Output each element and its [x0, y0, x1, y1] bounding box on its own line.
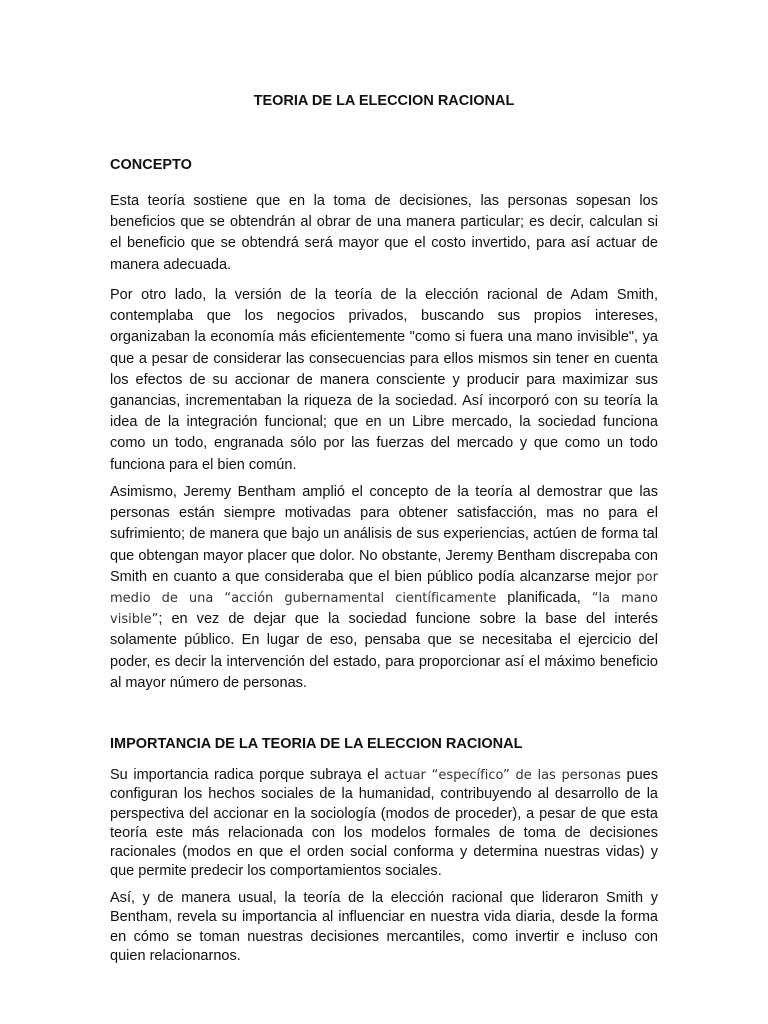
- paragraph-text: Su importancia radica porque subraya el: [110, 767, 385, 783]
- paragraph-importancia-2: Así, y de manera usual, la teoría de la elección racional que lideraron Smith y Bentham, revela su importancia al influenciar en nuestra vida diaria, desde la forma en cómo se toman nuestras decisiones mercantiles, como invertir e incluso con quien relacionarnos.: [110, 890, 658, 964]
- quoted-text: “la mano visible”: [110, 591, 658, 628]
- paragraph-text: Asimismo, Jeremy Bentham amplió el concepto de la teoría al demostrar que las personas están siempre motivadas para obtener satisfacción, mas no para el sufrimiento; de manera que bajo un análisis de sus experiencias, actúen de forma tal que obtengan mayor placer que dolor. No obstante, Jeremy Bentham discrepaba con Smith en cuanto a que consideraba que el bien público podía alcanzarse mejor: [110, 484, 658, 585]
- paragraph-concepto-1: Esta teoría sostiene que en la toma de decisiones, las personas sopesan los beneficios que se obtendrán al obrar de una manera particular; es decir, calculan si el beneficio que se obtendrá será mayor que el costo invertido, para así actuar de manera adecuada.: [110, 193, 658, 273]
- paragraph-text: pues configuran los hechos sociales de la humanidad, contribuyendo al desarrollo de la perspectiva del accionar en la sociología (modos de proceder), a pesar de que esta teoría este más relacionada con los modelos formales de toma de decisiones racionales (modos en que el orden social conforma y determina nuestras vidas) y que permite predecir los comportamientos sociales.: [110, 767, 658, 880]
- document-title: TEORIA DE LA ELECCION RACIONAL: [253, 93, 515, 109]
- paragraph-concepto-3: [110, 482, 658, 694]
- section-heading-concepto: CONCEPTO: [110, 157, 192, 173]
- section-heading-importancia: IMPORTANCIA DE LA TEORIA DE LA ELECCION RACIONAL: [110, 736, 523, 752]
- quoted-text: actuar “específico” de las personas: [384, 768, 621, 783]
- paragraph-importancia-1: [110, 766, 658, 882]
- paragraph-concepto-2: Por otro lado, la versión de la teoría de la elección racional de Adam Smith, contemplaba que los negocios privados, buscando sus propios intereses, organizaban la economía más eficientemente "como si fuera una mano invisible", ya que a pesar de considerar las consecuencias para ellos mismos sin tener en cuenta los efectos de su accionar de manera consciente y producir para maximizar sus ganancias, incrementaban la riqueza de la sociedad. Así incorporó con su teoría la idea de la integración funcional; que en un Libre mercado, la sociedad funciona como un todo, engranada sólo por las fuerzas del mercado y que como un todo funciona para el bien común.: [110, 287, 658, 473]
- paragraph-text: ; en vez de dejar que la sociedad funcione sobre la base del interés solamente público. En lugar de eso, pensaba que se necesitaba el ejercicio del poder, es decir la intervención del estado, para proporcionar así el máximo beneficio al mayor número de personas.: [110, 611, 658, 691]
- quoted-text: por medio de una “acción gubernamental científicamente: [110, 569, 658, 607]
- paragraph-text: planificada,: [496, 590, 592, 607]
